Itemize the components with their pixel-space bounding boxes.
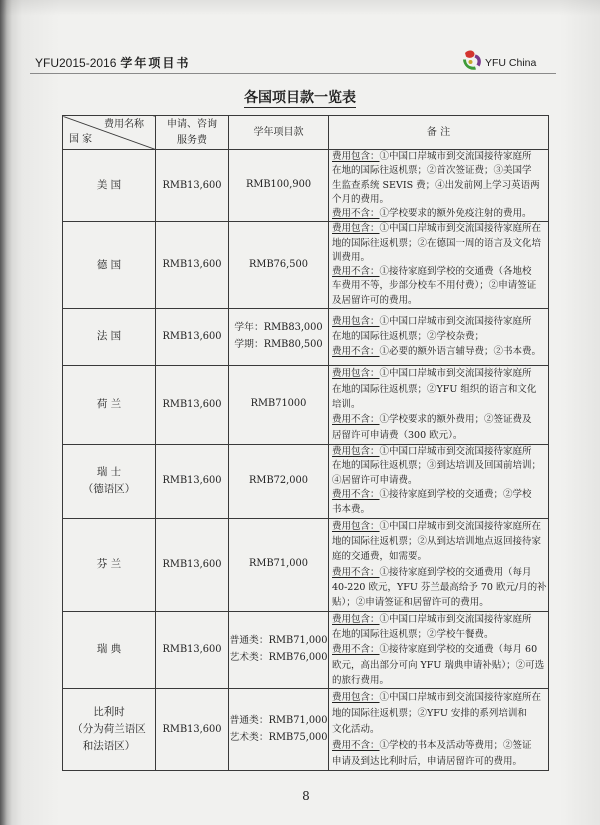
- note-text: ①接待家庭到学校的交通费（每月 60: [379, 644, 538, 656]
- note-text: ①中国口岸城市到交流国接待家庭所: [379, 151, 532, 162]
- country-name-line: 美 国: [96, 179, 122, 192]
- note-label: 费用不含：: [332, 644, 380, 656]
- header-fee-name: 费用名称: [104, 119, 144, 130]
- note-line: 在地的国际往返机票；②YFU 组织的语言和文化: [332, 383, 537, 395]
- note-line: ④居留许可申请费。: [332, 474, 418, 486]
- service-fee-value: RMB13,600: [162, 259, 222, 271]
- country-cell: [63, 150, 156, 222]
- note-label: 费用包含：: [332, 520, 380, 532]
- note-label: 费用包含：: [332, 368, 380, 380]
- note-label: 费用不含：: [332, 566, 380, 578]
- note-label: 费用不含：: [332, 266, 380, 278]
- note-text: ①中国口岸城市到交流国接待家庭所: [379, 316, 532, 328]
- program-fee-value: 艺术类：RMB76,000: [229, 651, 328, 663]
- program-fee-cell: [229, 444, 329, 518]
- service-fee-value: RMB13,600: [162, 643, 222, 655]
- program-fee-cell: [229, 611, 329, 688]
- note-line: 地的国际往返机票；②从到达培训地点返回接待家: [332, 536, 542, 548]
- program-fee-value: 学期：RMB80,500: [234, 338, 323, 350]
- note-line: [332, 565, 548, 580]
- page-title-wrap: [0, 88, 600, 107]
- note-line: [332, 642, 548, 657]
- service-fee-cell: [156, 150, 229, 222]
- note-line: 培训。: [332, 399, 361, 411]
- country-name-line: 荷 兰: [96, 398, 122, 411]
- program-fee-cell: [229, 689, 329, 771]
- notes-cell: [329, 222, 549, 308]
- note-text: ①中国口岸城市到交流国接待家庭所: [379, 368, 532, 380]
- note-line: [332, 612, 548, 627]
- header-program-fee: 学年项目款: [253, 126, 304, 138]
- note-label: 费用不含：: [332, 489, 380, 501]
- note-line: 在地的国际往返机票；②首次签证费；③美国学: [332, 165, 532, 177]
- country-name-line: 瑞 典: [96, 643, 122, 656]
- note-text: ①必要的额外语言辅导费；②书本费。: [379, 346, 542, 358]
- note-line: [332, 519, 548, 534]
- note-line: [332, 265, 548, 279]
- catalog-book-label: 学年项目书: [120, 56, 191, 70]
- note-line: 在地的国际往返机票；②学校杂费；: [332, 331, 485, 343]
- header-cell-service-fee: [156, 116, 229, 150]
- note-line: 训费用。: [332, 251, 371, 263]
- service-fee-value: RMB13,600: [162, 398, 222, 410]
- header-row: [63, 116, 549, 150]
- program-fee-cell: [229, 518, 329, 611]
- note-line: [332, 207, 548, 221]
- note-line: 文化活动。: [332, 723, 380, 735]
- note-line: 申请及到达比利时后，申请居留许可的费用。: [332, 755, 523, 767]
- note-text: ①中国口岸城市到交流国接待家庭所在: [379, 691, 542, 703]
- notes-cell: [329, 444, 549, 518]
- note-line: [332, 314, 548, 329]
- service-fee-value: RMB13,600: [162, 179, 222, 191]
- header-service-fee-line: 申请、咨询: [167, 118, 217, 130]
- service-fee-cell: [156, 308, 229, 365]
- notes-cell: [329, 150, 549, 222]
- country-name-line: （分为荷兰语区: [72, 723, 146, 736]
- table-row: [63, 150, 549, 222]
- note-line: 在地的国际往返机票；②学校午餐费。: [332, 629, 494, 640]
- program-fee-cell: [229, 222, 329, 308]
- program-fee-cell: [229, 365, 329, 444]
- program-fee-value: 普通类：RMB71,000: [229, 715, 328, 727]
- country-cell: [63, 689, 156, 771]
- note-label: 费用不含：: [332, 414, 380, 426]
- catalog-header: [35, 55, 190, 70]
- program-fee-value: 学年：RMB83,000: [234, 322, 323, 334]
- notes-cell: [329, 611, 549, 688]
- notes-cell: [329, 518, 549, 611]
- note-line: [332, 222, 548, 236]
- note-line: 欧元，高出部分可向 YFU 瑞典申请补贴）；②可选: [332, 659, 545, 671]
- table-row: [63, 518, 549, 611]
- page-number: 8: [302, 789, 310, 803]
- note-text: ①中国口岸城市到交流国接待家庭所在: [379, 223, 542, 235]
- country-name-line: 瑞 士: [96, 466, 122, 479]
- program-fee-value: 普通类：RMB71,000: [229, 635, 328, 647]
- note-line: [332, 690, 548, 706]
- note-label: 费用不含：: [332, 346, 380, 358]
- note-line: 40-220 欧元，YFU 芬兰最高给予 70 欧元/月的补: [332, 582, 547, 593]
- service-fee-value: RMB13,600: [162, 475, 222, 487]
- country-name-line: 比利时: [93, 706, 125, 719]
- note-line: 个月的费用。: [332, 193, 390, 205]
- note-text: ①学校要求的额外免疫注射的费用。: [379, 208, 532, 220]
- service-fee-cell: [156, 365, 229, 444]
- note-text: ①学校的书本及活动等费用；②签证: [379, 739, 532, 751]
- header-cell-notes: [329, 116, 549, 150]
- header-country: 国 家: [69, 134, 93, 145]
- note-line: [332, 344, 548, 359]
- note-label: 费用包含：: [332, 613, 380, 625]
- table-row: [63, 444, 549, 518]
- country-name-line: （德语区）: [82, 483, 136, 496]
- note-line: [332, 412, 548, 427]
- table-row: [63, 689, 549, 771]
- country-name-line: 法 国: [96, 330, 122, 343]
- note-label: 费用包含：: [332, 223, 380, 235]
- service-fee-cell: [156, 611, 229, 688]
- note-label: 费用包含：: [332, 445, 380, 457]
- page-title: 各国项目款一览表: [244, 90, 356, 106]
- note-line: 车费用不等，步部分校车不用付费）；②申请签证: [332, 280, 537, 292]
- program-fee-value: RMB100,900: [245, 179, 312, 191]
- service-fee-cell: [156, 444, 229, 518]
- note-line: 在地的国际往返机票；③到达培训及回国前培训；: [332, 460, 542, 472]
- yfu-logo-icon: [461, 48, 483, 72]
- program-fee-value: 艺术类：RMB75,000: [229, 731, 328, 743]
- note-text: ①中国口岸城市到交流国接待家庭所: [379, 613, 532, 625]
- note-text: ①中国口岸城市到交流国接待家庭所在: [379, 520, 542, 532]
- table-row: [63, 365, 549, 444]
- table-row: [63, 611, 549, 688]
- program-fee-value: RMB71000: [250, 398, 307, 410]
- note-line: 生监查系统 SEVIS 费；④出发前网上学习英语两: [332, 179, 540, 191]
- header-notes: 备 注: [426, 126, 451, 138]
- program-fee-cell: [229, 150, 329, 222]
- country-name-line: 和法语区）: [82, 740, 136, 753]
- note-line: 地的国际往返机票；②YFU 安排的系列培训和: [332, 707, 527, 719]
- program-fee-cell: [229, 308, 329, 365]
- program-fee-value: RMB76,500: [249, 258, 308, 270]
- country-name-line: 德 国: [96, 258, 122, 271]
- note-line: 的旅行费用。: [332, 674, 390, 686]
- table-header: [63, 116, 549, 150]
- program-fee-value: RMB72,000: [249, 474, 308, 486]
- country-fee-table: [62, 115, 549, 771]
- note-line: [332, 738, 548, 754]
- note-line: [332, 445, 548, 460]
- note-label: 费用包含：: [332, 316, 380, 328]
- table-row: [63, 308, 549, 365]
- note-label: 费用不含：: [332, 739, 380, 751]
- program-fee-value: RMB71,000: [249, 558, 308, 570]
- note-label: 费用不含：: [332, 208, 380, 220]
- service-fee-cell: [156, 518, 229, 611]
- fee-table-body: [63, 150, 549, 771]
- note-line: 居留许可申请费（300 欧元）。: [332, 429, 463, 441]
- service-fee-value: RMB13,600: [162, 558, 222, 570]
- note-text: ①中国口岸城市到交流国接待家庭所: [379, 445, 532, 457]
- country-name-line: 芬 兰: [96, 558, 122, 571]
- country-cell: [63, 444, 156, 518]
- note-line: 庭的交通费，如需要。: [332, 551, 428, 563]
- note-text: ①接待家庭到学校的交通费（各地校: [379, 266, 532, 278]
- notes-cell: [329, 308, 549, 365]
- country-cell: [63, 365, 156, 444]
- note-line: 地的国际往返机票；②在德国一周的语言及文化培: [332, 237, 542, 249]
- note-label: 费用包含：: [332, 151, 380, 162]
- note-line: [332, 366, 548, 381]
- note-line: [332, 488, 548, 503]
- note-label: 费用包含：: [332, 691, 380, 703]
- note-text: ①接待家庭到学校的交通费用（每月: [379, 566, 532, 578]
- country-cell: [63, 222, 156, 308]
- header-divider: [30, 73, 556, 74]
- header-service-fee-line: 服务费: [177, 134, 207, 146]
- service-fee-value: RMB13,600: [162, 723, 222, 735]
- country-cell: [63, 611, 156, 688]
- brand-name: YFU China: [485, 57, 537, 69]
- notes-cell: [329, 365, 549, 444]
- catalog-year-code: YFU2015-2016: [35, 56, 117, 70]
- service-fee-cell: [156, 689, 229, 771]
- header-cell-diagonal: [63, 116, 156, 150]
- header-cell-program-fee: [229, 116, 329, 150]
- note-text: ①学校要求的额外费用；②签证费及: [379, 414, 532, 426]
- table-row: [63, 222, 549, 308]
- service-fee-cell: [156, 222, 229, 308]
- notes-cell: [329, 689, 549, 771]
- country-cell: [63, 308, 156, 365]
- note-line: 贴）；②申请签证和居留许可的费用。: [332, 597, 489, 609]
- note-line: [332, 150, 548, 164]
- note-text: ①接待家庭到学校的交通费；②学校: [379, 489, 532, 501]
- note-line: 及居留许可的费用。: [332, 294, 418, 306]
- country-cell: [63, 518, 156, 611]
- note-line: 书本费。: [332, 503, 371, 515]
- service-fee-value: RMB13,600: [162, 330, 222, 342]
